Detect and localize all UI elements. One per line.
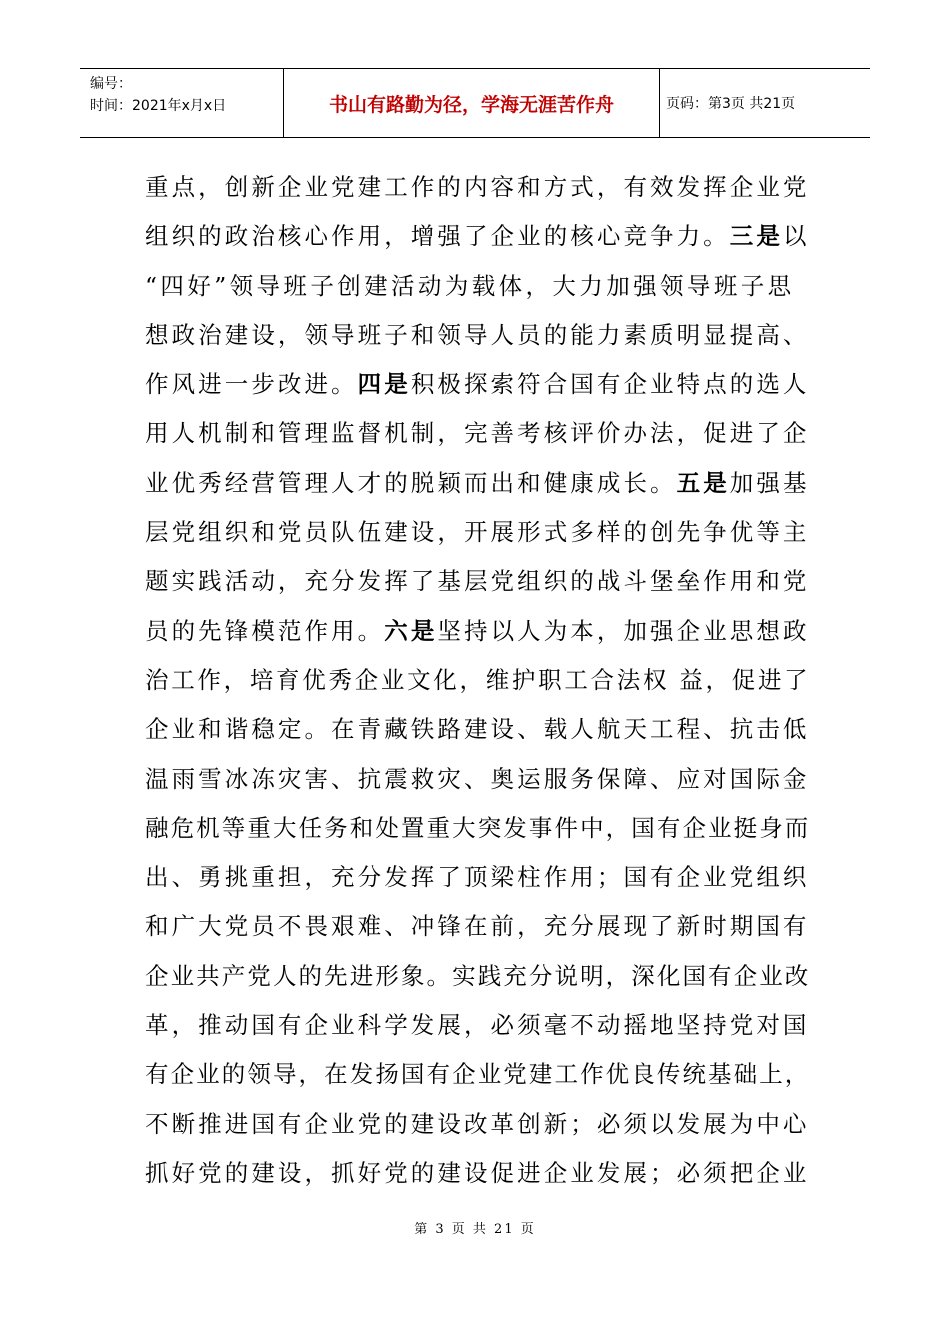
text-line [145,656,810,705]
text-line [145,311,810,360]
document-time-label: 时间：2021年x月x日 [90,98,227,114]
text-segment: 治工作，培育优秀企业文化，维护职工合法权 益，促进了 [145,665,811,694]
header-page-info: 页码：第3页 共21页 [666,96,796,112]
text-segment: 业优秀经营管理人才的脱颖而出和健康成长。 [145,468,677,497]
text-segment: 抓好党的建设，抓好党的建设促进企业发展；必须把企业 [145,1158,810,1187]
text-segment: 不断推进国有企业党的建设改革创新；必须以发展为中心 [145,1109,810,1138]
header-meta [80,69,284,137]
text-segment: 题实践活动，充分发挥了基层党组织的战斗堡垒作用和党 [145,567,810,596]
text-segment: 和广大党员不畏艰难、冲锋在前，充分展现了新时期国有 [145,912,810,941]
text-segment: 重点，创新企业党建工作的内容和方式，有效发挥企业党 [145,173,810,201]
document-number-label: 编号： [90,76,132,92]
text-line [145,755,810,804]
text-segment: 以 [782,222,810,251]
text-line [145,360,810,409]
header-motto: 书山有路勤为径，学海无涯苦作舟 [284,69,660,137]
text-segment: 革，推动国有企业科学发展，必须毫不动摇地坚持党对国 [145,1011,810,1040]
text-line [145,1149,810,1198]
text-line [145,902,810,951]
text-segment: 温雨雪冰冻灾害、抗震救灾、奥运服务保障、应对国际金 [145,764,810,793]
text-segment: 组织的政治核心作用，增强了企业的核心竞争力。 [145,222,730,251]
text-line [145,853,810,902]
text-segment: 融危机等重大任务和处置重大突发事件中，国有企业挺身而 [145,813,811,842]
emphasis-label: 六是 [384,616,438,645]
text-line [145,1100,810,1149]
text-line [145,459,810,508]
text-segment: 加强基 [729,468,810,497]
emphasis-label: 三是 [729,222,783,251]
text-line [145,1001,810,1050]
document-body [145,163,810,1198]
text-line [145,212,810,261]
text-segment: 积极探索符合国有企业特点的选人 [410,370,810,399]
text-segment: 企业共产党人的先进形象。实践充分说明，深化国有企业改 [145,961,811,990]
text-segment: “四好”领导班子创建活动为载体，大力加强领导班子思 [145,271,795,300]
text-segment: 用人机制和管理监督机制，完善考核评价办法，促进了企 [145,419,810,448]
text-line [145,952,810,1001]
text-segment: 层党组织和党员队伍建设，开展形式多样的创先争优等主 [145,518,810,547]
text-segment: 坚持以人为本，加强企业思想政 [437,616,810,645]
page-header [80,68,870,138]
text-segment: 作风进一步改进。 [145,370,358,399]
text-line [145,705,810,754]
text-line [145,163,810,212]
text-segment: 有企业的领导，在发扬国有企业党建工作优良传统基础上， [145,1060,811,1089]
page-footer: 第 3 页 共 21 页 [414,1222,536,1237]
text-line [145,409,810,458]
text-line [145,262,810,311]
text-line [145,557,810,606]
text-segment: 企业和谐稳定。在青藏铁路建设、载人航天工程、抗击低 [145,715,810,744]
text-line [145,508,810,557]
text-line [145,607,810,656]
emphasis-label: 四是 [357,370,411,399]
text-line [145,804,810,853]
text-line [145,1050,810,1099]
text-segment: 出、勇挑重担，充分发挥了顶梁柱作用；国有企业党组织 [145,863,810,892]
text-segment: 想政治建设，领导班子和领导人员的能力素质明显提高、 [145,320,810,349]
emphasis-label: 五是 [676,468,730,497]
text-segment: 员的先锋模范作用。 [145,616,385,645]
